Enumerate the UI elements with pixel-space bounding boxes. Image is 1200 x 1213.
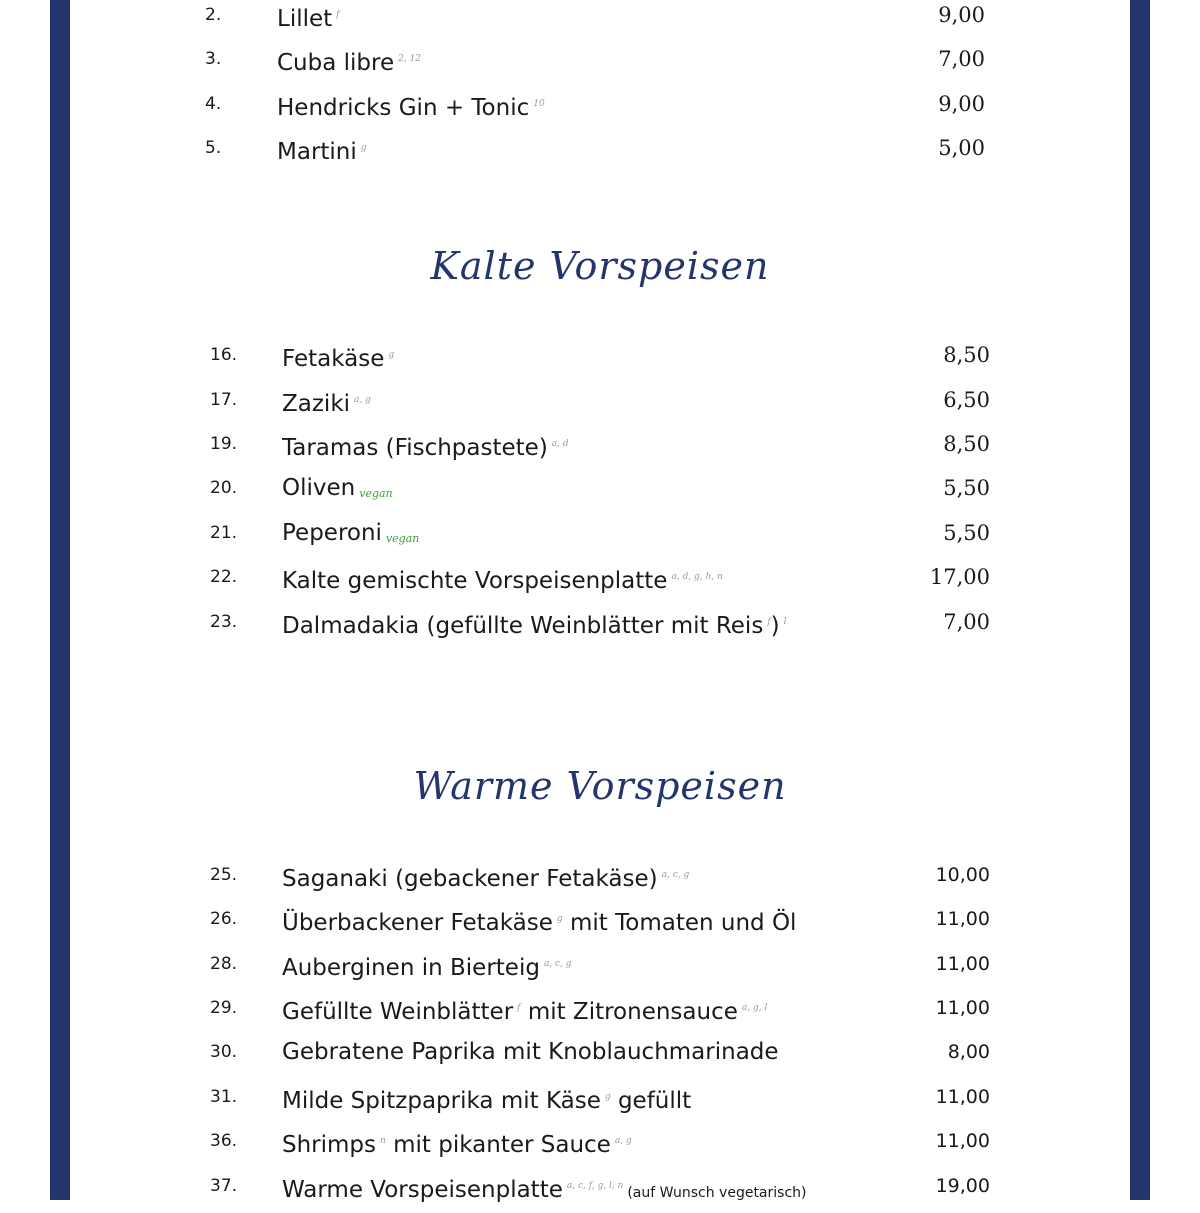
list-item xyxy=(0,602,1200,642)
vegan-badge: vegan xyxy=(359,487,393,500)
vegan-badge: vegan xyxy=(385,532,420,545)
item-number: 21. xyxy=(210,523,238,543)
item-number: 28. xyxy=(210,954,238,974)
list-item xyxy=(0,335,1200,375)
item-name: Lillet $^f$ xyxy=(277,6,340,32)
list-item xyxy=(0,128,1200,168)
item-number: 5. xyxy=(205,138,222,158)
item-number: 20. xyxy=(210,478,238,498)
list-item xyxy=(0,899,1200,939)
item-price: 8,00 xyxy=(947,1041,990,1063)
item-number: 31. xyxy=(210,1087,238,1107)
item-number: 3. xyxy=(205,49,222,69)
item-name: Zaziki $^{a, g}$ xyxy=(282,391,371,417)
item-number: 36. xyxy=(210,1131,238,1151)
section-heading-cold: Kalte Vorspeisen xyxy=(430,244,770,288)
item-name: Peperoni vegan xyxy=(282,520,420,546)
allergen-note: a, c, f, g, l, n xyxy=(566,1181,624,1191)
list-item xyxy=(0,944,1200,984)
section-heading-warm: Warme Vorspeisen xyxy=(413,764,787,808)
allergen-note: l xyxy=(783,617,787,627)
allergen-note: f xyxy=(767,617,771,627)
allergen-note: n xyxy=(380,1136,386,1146)
item-price: 11,00 xyxy=(935,997,990,1019)
allergen-note: g xyxy=(604,1092,611,1102)
item-price: 5,50 xyxy=(943,521,990,545)
item-name: Shrimps $^n$ mit pikanter Sauce $^{a, g}$ xyxy=(282,1132,632,1158)
item-number: 25. xyxy=(210,865,238,885)
item-name: Taramas (Fischpastete) $^{a, d}$ xyxy=(282,435,569,461)
allergen-note: a, g, l xyxy=(741,1003,768,1013)
item-price: 19,00 xyxy=(935,1175,990,1197)
item-price: 7,00 xyxy=(938,47,985,71)
allergen-note: g xyxy=(556,914,563,924)
list-item xyxy=(0,424,1200,464)
allergen-note: f xyxy=(517,1003,521,1013)
list-item xyxy=(0,380,1200,420)
item-number: 37. xyxy=(210,1176,238,1196)
list-item xyxy=(0,513,1200,553)
allergen-note: f xyxy=(336,10,340,20)
allergen-note: a, g xyxy=(614,1136,632,1146)
item-price: 6,50 xyxy=(943,388,990,412)
allergen-note: a, d, g, h, n xyxy=(671,572,723,582)
item-name: Kalte gemischte Vorspeisenplatte $^{a, d, g, h, n}$ xyxy=(282,568,723,594)
item-price: 9,00 xyxy=(938,92,985,116)
item-note: (auf Wunsch vegetarisch) xyxy=(627,1185,807,1201)
list-item xyxy=(0,1121,1200,1161)
item-number: 26. xyxy=(210,909,238,929)
item-name: Cuba libre $^{2, 12}$ xyxy=(277,50,422,76)
allergen-note: 10 xyxy=(533,99,545,109)
allergen-note: g xyxy=(388,350,395,360)
item-price: 5,00 xyxy=(938,136,985,160)
item-name: Saganaki (gebackener Fetakäse) $^{a, c, g}$ xyxy=(282,866,690,892)
list-item xyxy=(0,1077,1200,1117)
item-price: 5,50 xyxy=(943,476,990,500)
item-name: Überbackener Fetakäse $^g$ mit Tomaten und Öl xyxy=(282,910,797,936)
item-number: 16. xyxy=(210,345,238,365)
item-name: Dalmadakia (gefüllte Weinblätter mit Reis $^f$) $^l$ xyxy=(282,613,787,639)
list-item xyxy=(0,84,1200,124)
item-name: Auberginen in Bierteig $^{a, c, g}$ xyxy=(282,955,572,981)
item-name: Martini $^g$ xyxy=(277,139,367,165)
item-number: 2. xyxy=(205,5,222,25)
list-item xyxy=(0,988,1200,1028)
list-item xyxy=(0,468,1200,508)
item-price: 10,00 xyxy=(935,864,990,886)
list-item xyxy=(0,1166,1200,1206)
list-item xyxy=(0,557,1200,597)
item-number: 30. xyxy=(210,1042,238,1062)
list-item xyxy=(0,1032,1200,1072)
list-item xyxy=(0,39,1200,79)
item-price: 11,00 xyxy=(935,1130,990,1152)
allergen-note: a, c, g xyxy=(661,870,690,880)
item-price: 7,00 xyxy=(943,610,990,634)
item-name: Hendricks Gin + Tonic $^{10}$ xyxy=(277,95,545,121)
item-price: 11,00 xyxy=(935,1086,990,1108)
item-number: 19. xyxy=(210,434,238,454)
item-number: 29. xyxy=(210,998,238,1018)
item-name: Milde Spitzpaprika mit Käse $^g$ gefüllt xyxy=(282,1088,692,1114)
allergen-note: a, c, g xyxy=(543,959,572,969)
item-price: 8,50 xyxy=(943,343,990,367)
item-name: Warme Vorspeisenplatte $^{a, c, f, g, l, n}$ (auf Wunsch vegetarisch) xyxy=(282,1177,807,1203)
allergen-note: a, g xyxy=(354,395,371,405)
item-number: 23. xyxy=(210,612,238,632)
list-item xyxy=(0,0,1200,35)
item-name: Oliven vegan xyxy=(282,475,393,501)
item-number: 22. xyxy=(210,567,238,587)
item-price: 11,00 xyxy=(935,908,990,930)
item-price: 17,00 xyxy=(929,565,990,589)
allergen-note: g xyxy=(360,143,367,153)
item-price: 11,00 xyxy=(935,953,990,975)
allergen-note: 2, 12 xyxy=(398,54,422,64)
allergen-note: a, d xyxy=(551,439,569,449)
item-name: Fetakäse $^g$ xyxy=(282,346,395,372)
item-price: 8,50 xyxy=(943,432,990,456)
list-item xyxy=(0,855,1200,895)
item-price: 9,00 xyxy=(938,3,985,27)
item-number: 17. xyxy=(210,390,238,410)
item-name: Gebratene Paprika mit Knoblauchmarinade xyxy=(282,1039,779,1065)
item-number: 4. xyxy=(205,94,222,114)
item-name: Gefüllte Weinblätter $^f$ mit Zitronensauce $^{a, g, l}$ xyxy=(282,999,768,1025)
